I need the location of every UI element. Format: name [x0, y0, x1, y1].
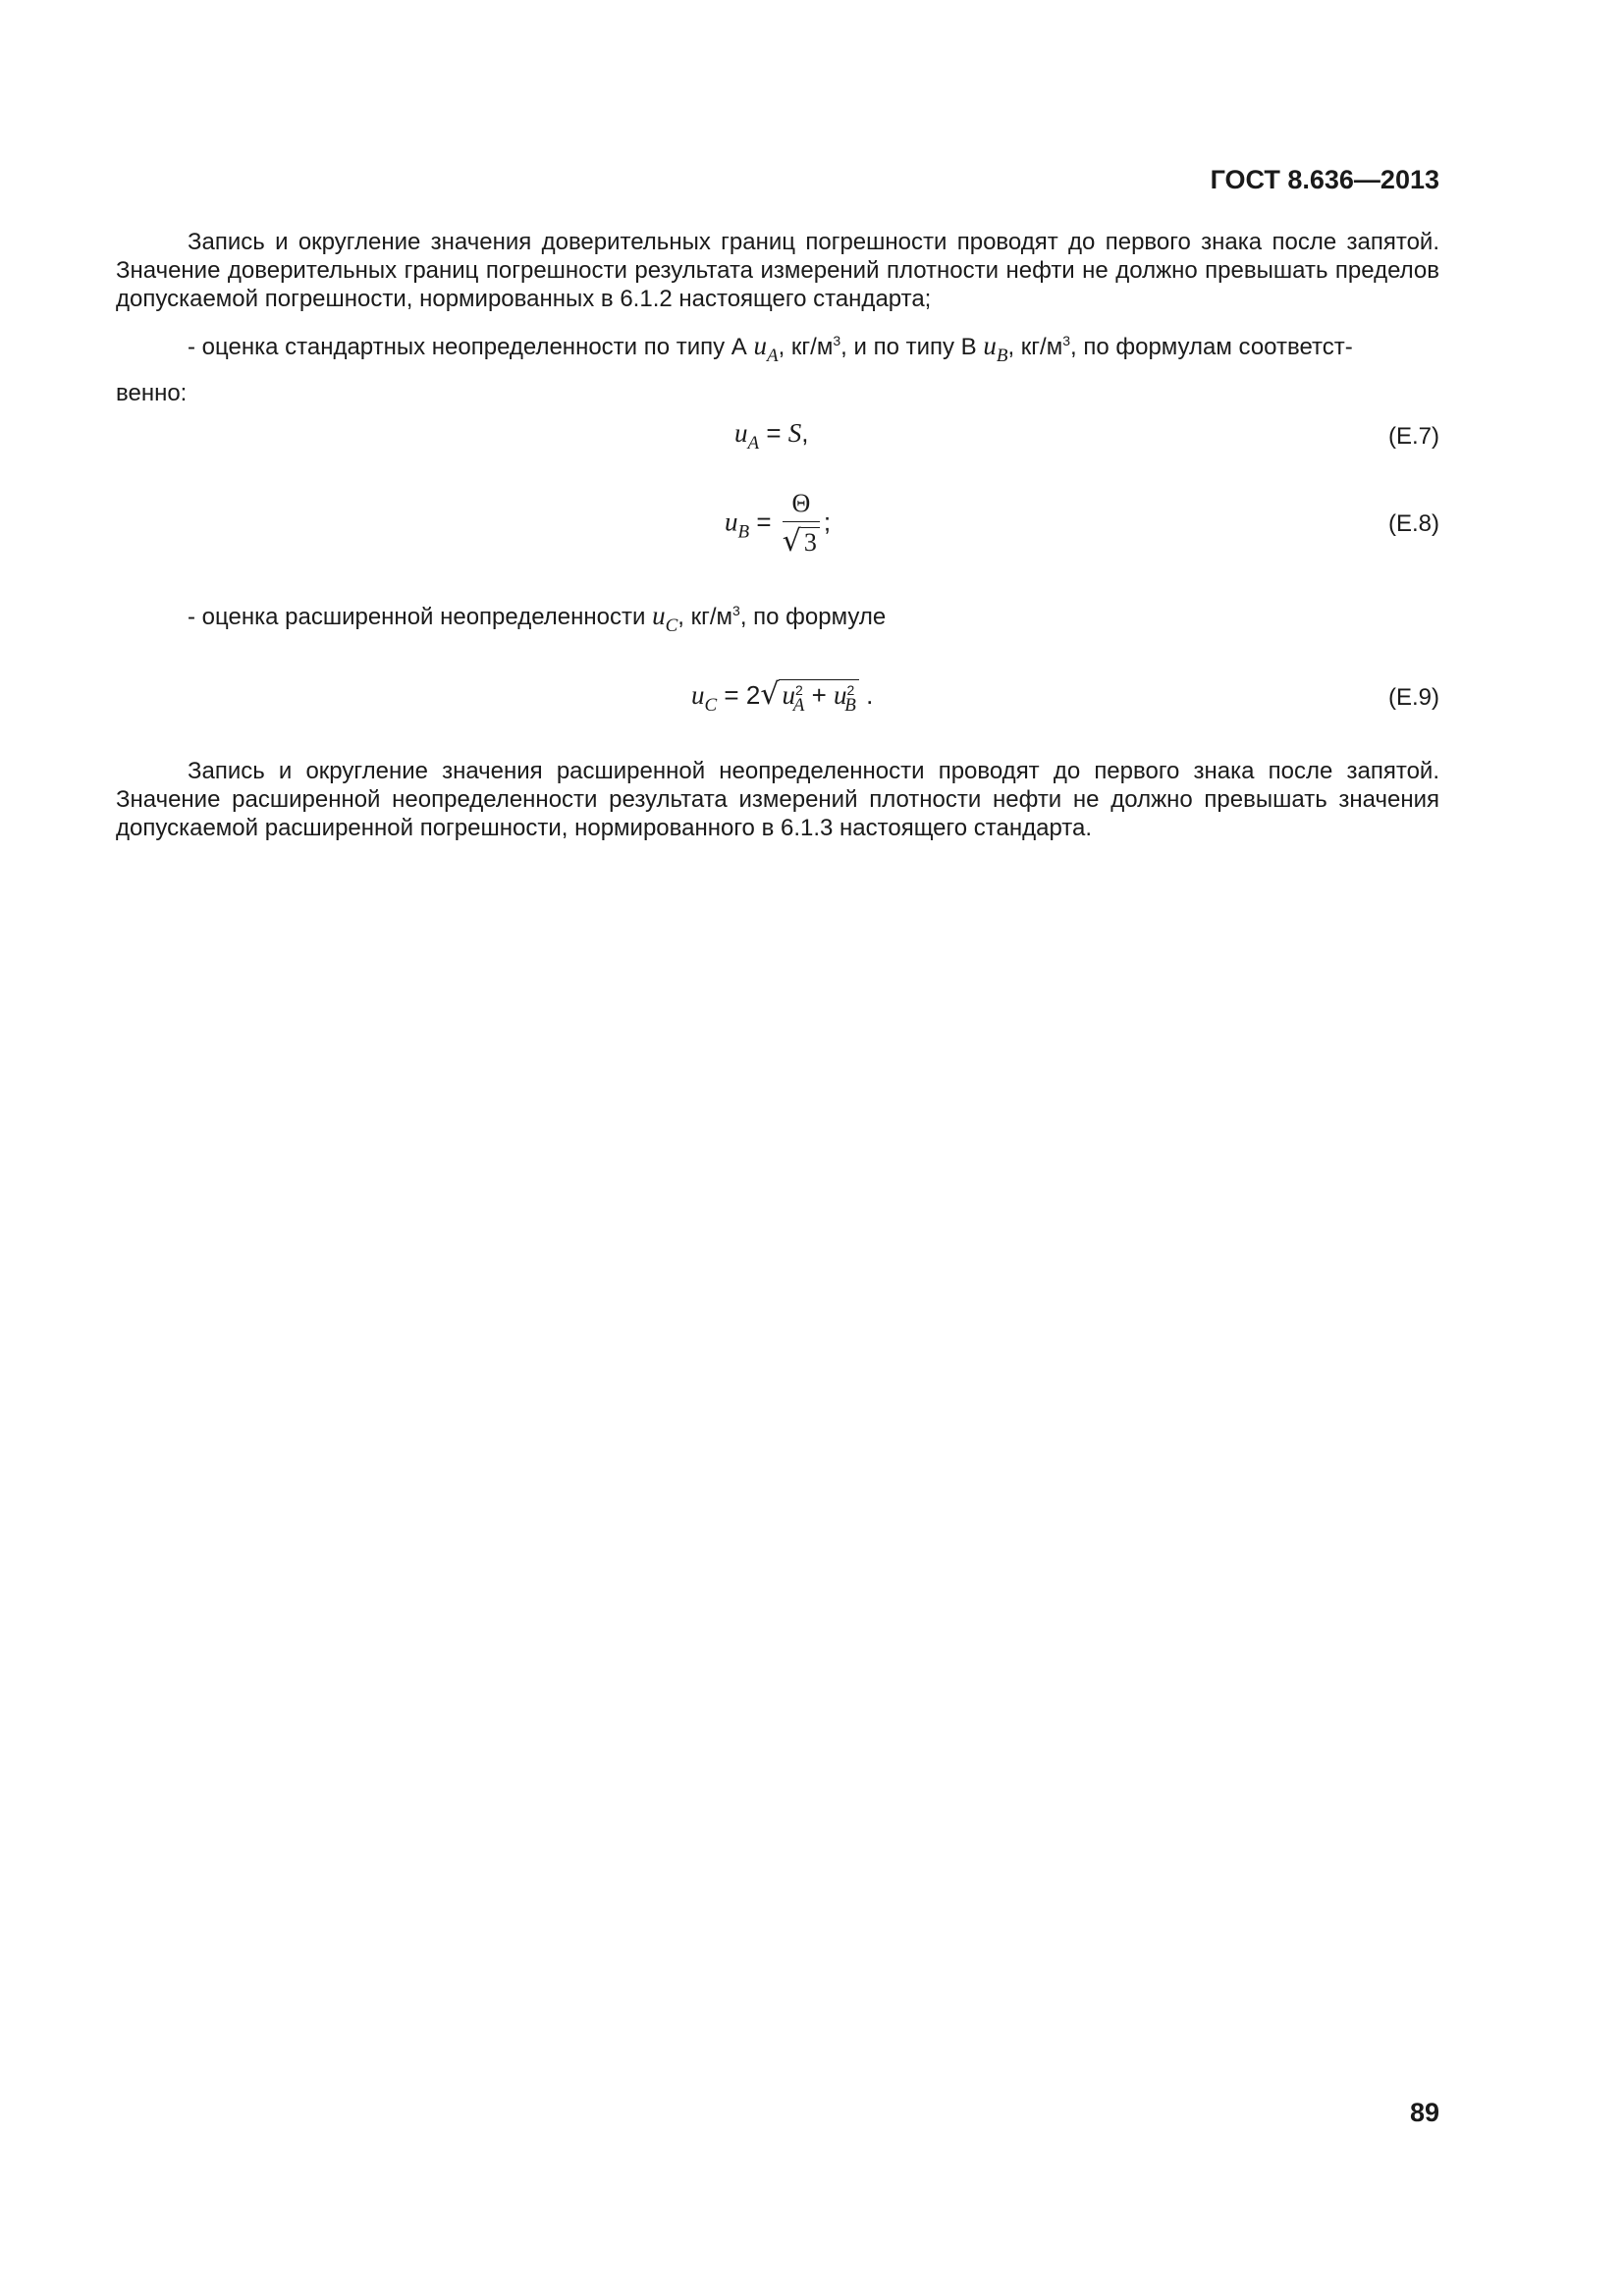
text-fragment: венно: [116, 380, 188, 406]
superscript-3: 3 [1062, 333, 1070, 348]
coefficient: 2 [745, 680, 761, 710]
paragraph-standard-uncertainty [116, 322, 1439, 412]
sqrt-icon: √ [782, 524, 801, 559]
sqrt-icon: √ [760, 677, 780, 712]
paragraph-expanded-uncertainty [116, 601, 1439, 637]
equation-number-e7: (E.7) [1387, 423, 1439, 450]
subscript-a: A [747, 433, 760, 454]
text-fragment: , кг/м [1007, 334, 1063, 360]
subscript-a: A [766, 346, 779, 366]
symbol-u: u [691, 680, 705, 710]
sqrt-3 [783, 522, 820, 559]
superscript-2: 2 [794, 682, 803, 698]
symbol-u: u [983, 331, 997, 360]
superscript-3: 3 [833, 333, 841, 348]
text-fragment: , по формулам соответст- [1070, 334, 1353, 360]
document-header: ГОСТ 8.636—2013 [1210, 165, 1439, 194]
symbol-u: u [834, 680, 847, 710]
comma: , [801, 418, 809, 448]
symbol-u: u [725, 507, 738, 537]
symbol-u: u [782, 680, 795, 710]
page-number: 89 [1409, 2098, 1439, 2127]
symbol-u: u [753, 331, 767, 360]
text-fragment: - оценка стандартных неопределенности по типу А [188, 334, 754, 360]
period: . [866, 680, 874, 710]
equals-sign: = [756, 507, 772, 537]
text-fragment: , кг/м [778, 334, 834, 360]
text-fragment: , и по типу В [840, 334, 984, 360]
symbol-u: u [734, 418, 748, 448]
fraction [783, 489, 820, 559]
theta-symbol: Θ [783, 489, 820, 522]
subscript-b: B [996, 346, 1008, 366]
equation-number-e9: (E.9) [1387, 684, 1439, 711]
formula-e7 [734, 418, 809, 454]
text-fragment: , по формуле [739, 604, 887, 630]
subscript-b: B [737, 521, 750, 543]
formula-e9 [691, 677, 873, 717]
symbol-s: S [787, 418, 802, 448]
paragraph-rounding-expanded: Запись и округление значения расширенной неопределенности проводят до первого знака после запятой. Значение расширенной неопределенности результата измерений плотности нефти не должно превышать значения допускаемой расширенной погрешности, нормированного в 6.1.3 настоящего стандарта. [116, 758, 1439, 841]
equals-sign: = [766, 418, 782, 448]
radicand [779, 679, 858, 717]
plus-sign: + [811, 680, 827, 710]
formula-e8 [725, 489, 831, 559]
paragraph-confidence-bounds: Запись и округление значения доверительных границ погрешности проводят до первого знака после запятой. Значение доверительных границ погрешности результата измерений плотности нефти не должно превышать пределов допускаемой погрешности, нормированных в 6.1.2 настоящего стандарта; [116, 229, 1439, 312]
equation-number-e8: (E.8) [1387, 510, 1439, 537]
text-fragment: - оценка расширенной неопределенности [188, 604, 653, 630]
subscript-b: B [844, 695, 856, 716]
superscript-2: 2 [846, 682, 855, 698]
equals-sign: = [724, 680, 739, 710]
radicand: 3 [801, 527, 820, 558]
text-fragment: , кг/м [677, 604, 733, 630]
semicolon: ; [823, 507, 832, 537]
subscript-c: C [665, 615, 678, 636]
superscript-3: 3 [732, 603, 740, 618]
symbol-u: u [652, 601, 666, 630]
subscript-a: A [792, 695, 805, 716]
subscript-c: C [704, 695, 718, 716]
